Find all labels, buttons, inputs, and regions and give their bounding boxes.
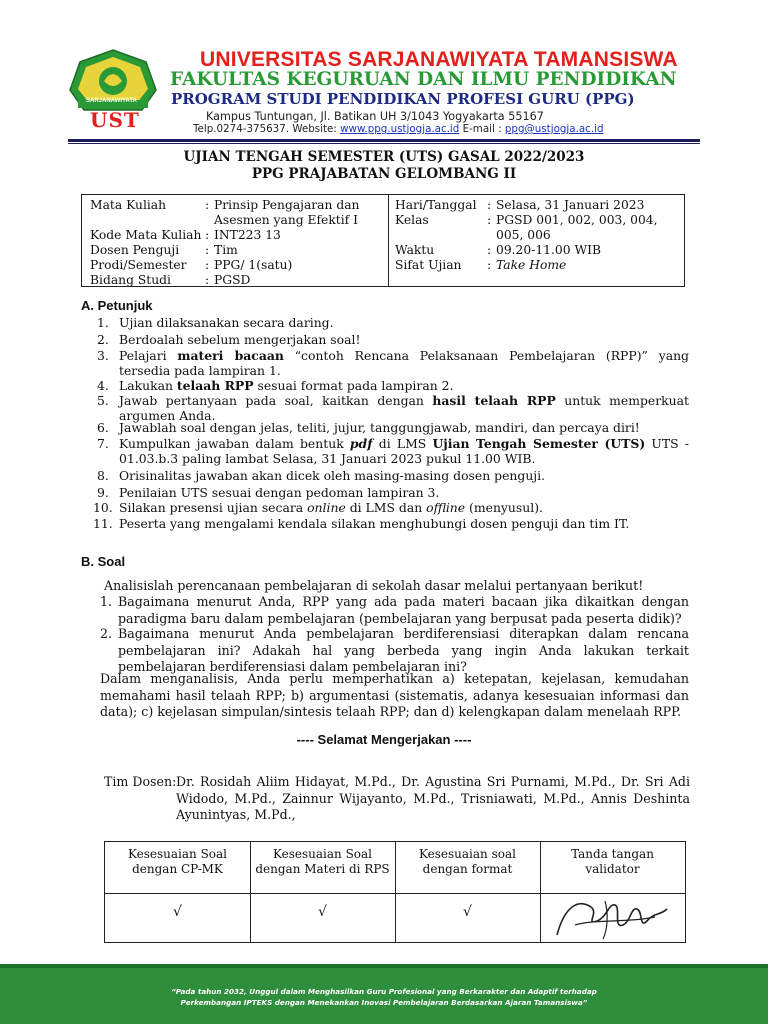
- column-header: Kesesuaian Soal dengan Materi di RPS: [255, 847, 390, 876]
- info-value: Take Home: [496, 258, 567, 272]
- instruction-item: [97, 485, 689, 500]
- info-row-sifat: [395, 258, 680, 273]
- info-right-column: [395, 198, 680, 273]
- info-label: Hari/Tanggal: [395, 198, 477, 212]
- item-text: Jawab pertanyaan pada soal, kaitkan dengan: [119, 393, 433, 408]
- item-number: 1.: [97, 315, 109, 330]
- info-row-mata-kuliah: [90, 198, 385, 228]
- info-row-dosen: [90, 243, 385, 258]
- header-rule-thin: [68, 143, 700, 144]
- info-row-bidang: [90, 273, 385, 288]
- info-separator: :: [487, 258, 492, 272]
- info-label: Mata Kuliah: [90, 198, 167, 212]
- exam-subtitle: PPG PRAJABATAN GELOMBANG II: [251, 166, 517, 182]
- item-text: Lakukan: [119, 378, 177, 393]
- footer-vision-quote: [0, 986, 768, 1008]
- item-text: Peserta yang mengalami kendala silakan menghubungi dosen penguji dan tim IT.: [119, 516, 630, 531]
- info-row-prodi: [90, 258, 385, 273]
- column-header: Kesesuaian soal dengan format: [419, 847, 516, 876]
- item-text: “contoh Rencana Pelaksanaan Pembelajaran (RPP)” yang tersedia pada lampiran 1.: [119, 348, 689, 378]
- validation-column: [250, 842, 395, 942]
- email-label: E-mail :: [459, 123, 505, 135]
- header-rule-thick: [68, 139, 700, 142]
- info-separator: :: [487, 243, 492, 257]
- lecturer-team: [104, 774, 690, 824]
- item-text-italic: online: [307, 500, 346, 515]
- university-name: UNIVERSITAS SARJANAWIYATA TAMANSISWA: [200, 48, 678, 71]
- info-separator: :: [205, 258, 210, 272]
- lecturer-team-label: Tim Dosen:: [104, 774, 177, 789]
- info-value: 09.20-11.00 WIB: [496, 243, 602, 257]
- check-mark: √: [463, 904, 472, 920]
- item-text: Ujian dilaksanakan secara daring.: [119, 315, 334, 330]
- letterhead: [0, 0, 768, 150]
- item-text: di LMS dan: [345, 500, 427, 515]
- footer-quote-line: “Pada tahun 2032, Unggul dalam Menghasilkan Guru Profesional yang Berkarakter dan Adaptif terhadap: [171, 987, 597, 996]
- item-text-bold: telaah RPP: [176, 378, 254, 393]
- info-left-column: [90, 198, 385, 288]
- item-text: untuk memperkuat argumen Anda.: [119, 393, 689, 423]
- instruction-item: [93, 500, 685, 515]
- info-label: Prodi/Semester: [90, 258, 187, 272]
- logo-text: UST: [90, 108, 140, 132]
- item-text: (menyusul).: [465, 500, 543, 515]
- item-text-bold: hasil telaah RPP: [432, 393, 556, 408]
- logo-ribbon: SARJANAWIYATA: [86, 98, 137, 104]
- check-mark: √: [173, 904, 182, 920]
- info-row-kode: [90, 228, 385, 243]
- website-link[interactable]: www.ppg.ustjogja.ac.id: [340, 123, 460, 135]
- info-label: Bidang Studi: [90, 273, 171, 287]
- instruction-item: [97, 332, 689, 347]
- faculty-name: FAKULTAS KEGURUAN DAN ILMU PENDIDIKAN: [170, 69, 677, 90]
- item-number: 9.: [97, 485, 109, 500]
- section-b-heading: B. Soal: [81, 554, 126, 569]
- info-separator: :: [487, 213, 492, 227]
- info-value: Selasa, 31 Januari 2023: [496, 198, 645, 212]
- info-separator: :: [205, 228, 210, 242]
- item-text: UTS - 01.03.b.3 paling lambat Selasa, 31 Januari 2023 pukul 11.00 WIB.: [119, 436, 689, 466]
- item-text: Silakan presensi ujian secara: [119, 500, 308, 515]
- question-number: 1.: [100, 594, 113, 609]
- instruction-item: [97, 420, 689, 435]
- info-value: PGSD 001, 002, 003, 004, 005, 006: [496, 213, 658, 242]
- item-number: 4.: [97, 378, 109, 393]
- item-text: Jawablah soal dengan jelas, teliti, jujur, tanggungjawab, mandiri, dan percaya diri!: [119, 420, 640, 435]
- campus-address: Kampus Tuntungan, Jl. Batikan UH 3/1043 Yogyakarta 55167: [206, 110, 544, 123]
- column-header: Tanda tangan validator: [571, 847, 654, 876]
- section-a-heading: A. Petunjuk: [81, 298, 153, 313]
- question-item: [100, 594, 689, 627]
- contact-line: [193, 123, 604, 135]
- info-separator: :: [487, 198, 492, 212]
- info-separator: :: [205, 273, 210, 287]
- footer-quote-line: Perkembangan IPTEKS dengan Menekankan Inovasi Pembelajaran Berdasarkan Ajaran Tamansiswa”: [180, 998, 588, 1007]
- footer-top-stripe: [0, 964, 768, 968]
- footer-band: [0, 964, 768, 1024]
- info-label: Dosen Penguji: [90, 243, 180, 257]
- item-text: Berdoalah sebelum mengerjakan soal!: [119, 332, 361, 347]
- validation-column: [395, 842, 540, 942]
- info-row-waktu: [395, 243, 680, 258]
- soal-intro: Analisislah perencanaan pembelajaran di sekolah dasar melalui pertanyaan berikut!: [104, 578, 644, 593]
- column-header: Kesesuaian Soal dengan CP-MK: [127, 847, 228, 876]
- instruction-item: [97, 348, 689, 378]
- item-number: 2.: [97, 332, 109, 347]
- exam-title: UJIAN TENGAH SEMESTER (UTS) GASAL 2022/2023: [183, 149, 585, 165]
- instruction-item: [97, 378, 689, 393]
- analysis-note: Dalam menganalisis, Anda perlu memperhatikan a) ketepatan, kejelasan, kemudahan memahami hasil telaah RPP; b) argumentasi (sistematis, adanya kesesuaian informasi dan data); c) kejelasan simpulan/sintesis telaah RPP; dan d) kelengkapan dalam menelaah RPP.: [100, 671, 689, 719]
- validator-signature: [545, 895, 685, 943]
- info-value: PGSD: [214, 273, 251, 287]
- info-value: INT223 13: [214, 228, 281, 242]
- item-number: 5.: [97, 393, 109, 408]
- item-text-bold-italic: pdf: [349, 436, 373, 451]
- item-text: Penilaian UTS sesuai dengan pedoman lampiran 3.: [119, 485, 440, 500]
- validation-column: [105, 842, 250, 942]
- item-number: 3.: [97, 348, 109, 363]
- instruction-item: [97, 315, 689, 330]
- closing-text: ---- Selamat Mengerjakan ----: [296, 732, 472, 747]
- email-link[interactable]: ppg@ustjogja.ac.id: [504, 123, 604, 135]
- phone-text: Telp.0274-375637. Website:: [193, 123, 341, 135]
- info-row-hari: [395, 198, 680, 213]
- exam-info-table: [81, 194, 685, 287]
- info-value: Prinsip Pengajaran dan Asesmen yang Efektif I: [214, 198, 360, 227]
- question-text: Bagaimana menurut Anda pembelajaran berdiferensiasi diterapkan dalam rencana pembelajaran ini? Adakah hal yang berbeda yang ingin Anda lakukan terkait pembelajaran berdiferensiasi dalam pembelajaran ini?: [118, 626, 689, 674]
- validation-table: [104, 841, 686, 943]
- info-label: Kelas: [395, 213, 429, 227]
- instruction-item: [93, 516, 685, 531]
- item-number: 11.: [93, 516, 113, 531]
- item-number: 8.: [97, 468, 109, 483]
- lecturer-team-names: Dr. Rosidah Aliim Hidayat, M.Pd., Dr. Agustina Sri Purnami, M.Pd., Dr. Sri Adi Widodo, M.Pd., Zainnur Wijayanto, M.Pd., Trisniawati, M.Pd., Annis Deshinta Ayunintyas, M.Pd.,: [176, 774, 690, 822]
- instruction-item: [97, 468, 689, 483]
- check-mark: √: [318, 904, 327, 920]
- info-label: Waktu: [395, 243, 435, 257]
- instruction-item: [97, 393, 689, 423]
- question-number: 2.: [100, 626, 113, 641]
- item-number: 7.: [97, 436, 109, 451]
- item-number: 6.: [97, 420, 109, 435]
- program-name: PROGRAM STUDI PENDIDIKAN PROFESI GURU (PPG): [171, 90, 635, 108]
- item-text: di LMS: [372, 436, 433, 451]
- item-text-italic: offline: [426, 500, 466, 515]
- info-row-kelas: [395, 213, 680, 243]
- item-text: sesuai format pada lampiran 2.: [253, 378, 454, 393]
- item-text: Kumpulkan jawaban dalam bentuk: [119, 436, 350, 451]
- info-label: Kode Mata Kuliah: [90, 228, 202, 242]
- item-text-bold: Ujian Tengah Semester (UTS): [432, 436, 646, 451]
- instruction-item: [97, 436, 689, 466]
- info-separator: :: [205, 198, 210, 212]
- item-number: 10.: [93, 500, 113, 515]
- item-text: Pelajari: [119, 348, 178, 363]
- item-text-bold: materi bacaan: [177, 348, 284, 363]
- question-item: [100, 626, 689, 676]
- info-separator: :: [205, 243, 210, 257]
- info-label: Sifat Ujian: [395, 258, 462, 272]
- info-divider: [388, 195, 389, 286]
- item-text: Orisinalitas jawaban akan dicek oleh masing-masing dosen penguji.: [119, 468, 546, 483]
- info-value: PPG/ 1(satu): [214, 258, 293, 272]
- info-value: Tim: [214, 243, 238, 257]
- question-text: Bagaimana menurut Anda, RPP yang ada pada materi bacaan jika dikaitkan dengan paradigma baru dalam pembelajaran (pembelajaran yang berpusat pada peserta didik)?: [118, 594, 689, 626]
